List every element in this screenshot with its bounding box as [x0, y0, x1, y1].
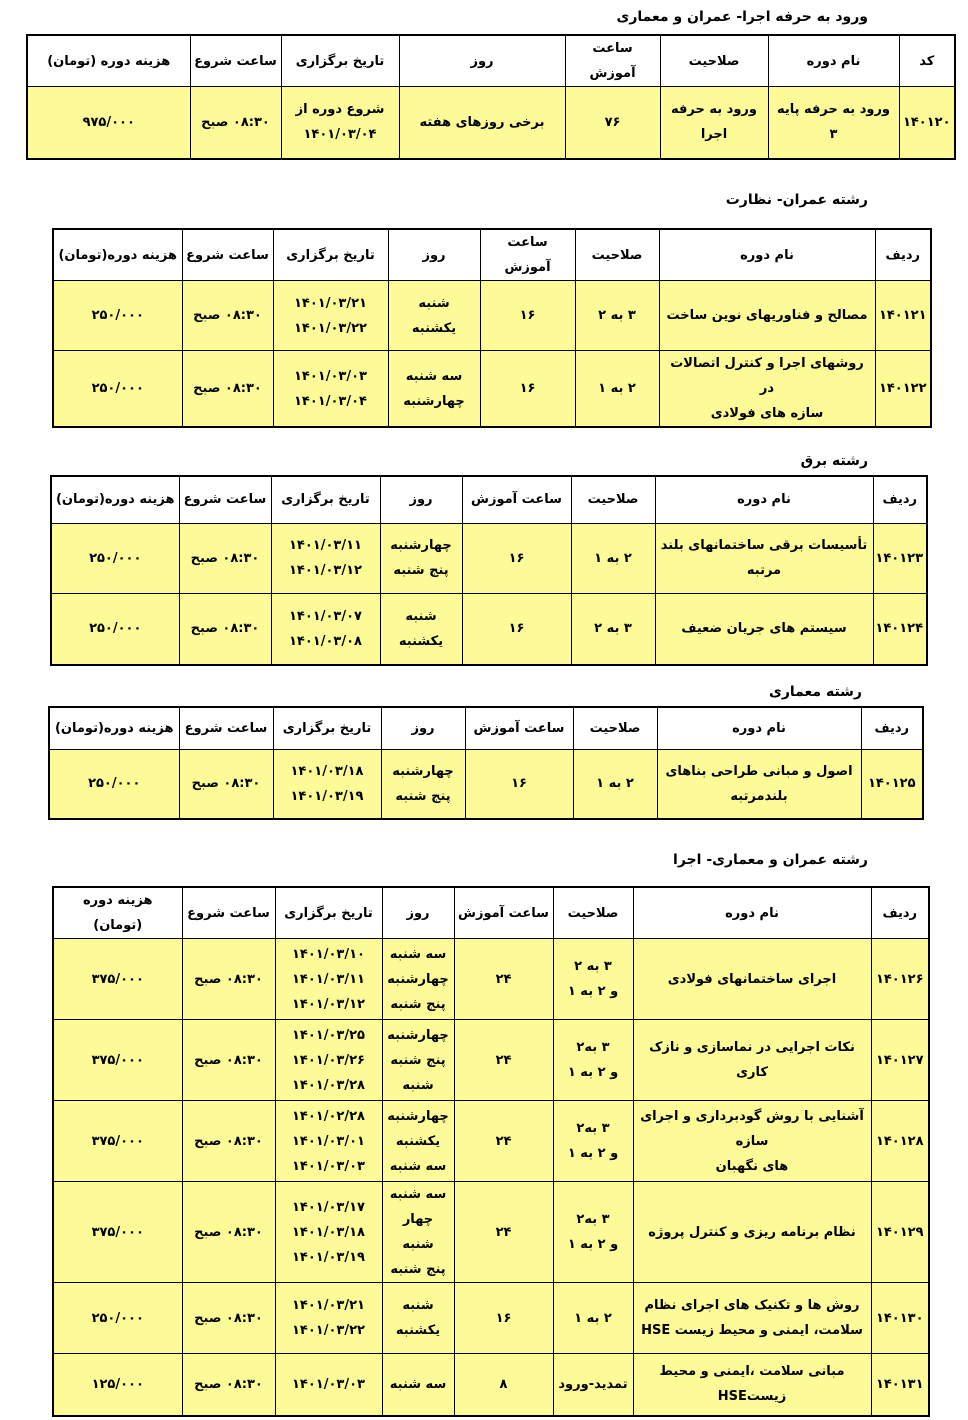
training-hours-line: ۱۶: [519, 308, 536, 323]
course-name-line: روشهای اجرا و کنترل اتصالات در: [670, 356, 864, 396]
section-title-3: رشته برق: [800, 453, 868, 469]
start-time-line: ۰۸:۳۰ صبح: [194, 1224, 263, 1240]
start-time-line: ۰۸:۳۰ صبح: [201, 114, 270, 130]
course-name-cell: [633, 1020, 871, 1101]
section-title-1: ورود به حرفه اجرا- عمران و معماری: [616, 9, 868, 25]
table-header-row: [51, 476, 927, 523]
course-name-cell: [633, 1182, 871, 1283]
header-cell: ساعت شروع: [179, 476, 271, 523]
qualification-line: و ۲ به ۱: [567, 1237, 619, 1252]
course-code-cell: [871, 1354, 929, 1416]
course-name-cell: [659, 281, 875, 351]
qualification-line: ۲ به ۱: [598, 381, 636, 396]
date-cell: [275, 1020, 382, 1101]
fee-cell: [53, 1020, 182, 1101]
table-row: [53, 281, 931, 351]
day-cell: [382, 1182, 454, 1283]
start-time-cell: [182, 1101, 275, 1182]
course-code-cell: [873, 593, 927, 665]
fee-cell: [53, 1354, 182, 1416]
qualification-cell: [573, 749, 657, 819]
header-cell: روز: [381, 707, 465, 749]
fee-cell: [53, 939, 182, 1020]
day-line: پنج شنبه: [393, 563, 449, 578]
qualification-line: ۲ به ۱: [574, 1310, 612, 1326]
table-header-row: [53, 887, 929, 939]
date-line: ۱۴۰۱/۰۳/۲۱: [294, 295, 367, 311]
training-hours-cell: [454, 939, 553, 1020]
qualification-cell: [571, 523, 655, 593]
date-line: ۱۴۰۱/۰۳/۰۳: [292, 1376, 365, 1392]
start-time-line: ۰۸:۳۰ صبح: [194, 1376, 263, 1392]
course-code-line: ۱۴۰۱۲۸: [875, 1133, 924, 1149]
date-line: ۱۴۰۱/۰۳/۲۶: [292, 1052, 365, 1068]
date-line: ۱۴۰۱/۰۲/۲۸: [292, 1108, 365, 1124]
day-line: چهارشنبه: [387, 1027, 449, 1043]
course-table-4: [48, 706, 924, 820]
start-time-line: ۰۸:۳۰ صبح: [194, 1052, 263, 1068]
training-hours-line: ۱۶: [508, 621, 525, 637]
start-time-line: ۰۸:۳۰ صبح: [190, 621, 260, 637]
fee-line: ۳۷۵/۰۰۰: [91, 971, 144, 987]
course-code-line: ۱۴۰۱۲۰: [902, 114, 951, 130]
header-cell: هزینه دوره(تومان): [49, 707, 179, 749]
course-table-1: [26, 34, 956, 160]
training-hours-line: ۷۶: [604, 114, 621, 130]
fee-cell: [51, 593, 179, 665]
qualification-cell: [553, 1101, 633, 1182]
course-name-line: آشنایی با روش گودبرداری و اجرای سازه: [640, 1108, 864, 1149]
header-cell: ساعت آموزش: [462, 476, 571, 523]
course-code-cell: [871, 939, 929, 1020]
start-time-cell: [182, 281, 273, 351]
course-code-line: ۱۴۰۱۲۴: [875, 621, 923, 637]
day-cell: [382, 1354, 454, 1416]
date-cell: [275, 939, 382, 1020]
fee-cell: [53, 281, 182, 351]
date-line: ۱۴۰۱/۰۳/۱۸: [290, 763, 364, 779]
course-name-line: سازه های فولادی: [710, 406, 824, 421]
course-name-line: روش ها و تکنیک های اجرای نظام: [644, 1298, 860, 1313]
table-row: [27, 87, 955, 159]
header-cell: تاریخ برگزاری: [275, 887, 382, 939]
training-hours-line: ۱۶: [511, 776, 527, 792]
date-line: ۱۴۰۱/۰۳/۰۳: [294, 368, 367, 384]
start-time-line: ۰۸:۳۰ صبح: [194, 971, 263, 987]
table-row: [53, 1354, 929, 1416]
training-hours-cell: [565, 87, 660, 159]
fee-cell: [53, 1283, 182, 1354]
day-line: سه شنبه: [389, 1158, 447, 1174]
training-hours-line: ۱۶: [519, 381, 536, 396]
qualification-line: ۳ به۲: [576, 1040, 610, 1055]
day-line: چهارشنبه: [390, 538, 452, 553]
fee-line: ۲۵۰/۰۰۰: [89, 621, 142, 637]
training-hours-line: ۲۴: [495, 1052, 512, 1068]
course-code-line: ۱۴۰۱۲۱: [878, 308, 927, 323]
fee-cell: [49, 749, 179, 819]
date-cell: [281, 87, 399, 159]
day-line: شنبه: [402, 1077, 434, 1093]
header-cell: ساعت شروع: [190, 35, 281, 87]
course-code-cell: [871, 1101, 929, 1182]
table-header-row: [49, 707, 923, 749]
day-cell: [381, 749, 465, 819]
course-name-line: اجرای ساختمانهای فولادی: [667, 971, 837, 987]
training-hours-cell: [480, 281, 575, 351]
date-cell: [275, 1101, 382, 1182]
course-code-cell: [861, 749, 923, 819]
day-line: شنبه: [402, 1298, 434, 1313]
start-time-line: ۰۸:۳۰ صبح: [193, 308, 262, 323]
header-cell: هزینه دوره (تومان): [53, 887, 182, 939]
day-cell: [388, 281, 480, 351]
qualification-line: ۲ به ۱: [596, 776, 634, 792]
start-time-line: ۰۸:۳۰ صبح: [194, 1310, 263, 1326]
course-name-line: مصالح و فناوریهای نوین ساخت: [666, 308, 868, 323]
qualification-line: و ۲ به ۱: [567, 1146, 619, 1161]
qualification-line: ۲ به ۱: [594, 550, 632, 566]
day-cell: [388, 351, 480, 428]
qualification-line: ۳ به ۲: [574, 959, 612, 974]
start-time-line: ۰۸:۳۰ صبح: [190, 550, 260, 566]
start-time-cell: [182, 1354, 275, 1416]
course-name-line: اصول و مبانی طراحی بناهای: [665, 763, 853, 779]
course-name-cell: [633, 1101, 871, 1182]
fee-line: ۲۵۰/۰۰۰: [88, 776, 141, 792]
qualification-line: ۳ به۲: [576, 1121, 610, 1136]
course-name-line: مبانی سلامت ،ایمنی و محیط زیستHSE: [659, 1364, 845, 1405]
header-cell: صلاحیت: [573, 707, 657, 749]
course-code-cell: [871, 1283, 929, 1354]
qualification-line: ۳ به۲: [576, 1212, 610, 1227]
training-hours-cell: [462, 593, 571, 665]
date-line: ۱۴۰۱/۰۳/۱۰: [292, 946, 365, 962]
header-cell: روز: [380, 476, 462, 523]
day-line: سه شنبه: [389, 946, 447, 962]
date-line: ۱۴۰۱/۰۳/۱۲: [289, 563, 362, 578]
date-cell: [275, 1354, 382, 1416]
date-cell: [273, 749, 381, 819]
date-line: ۱۴۰۱/۰۳/۱۷: [292, 1199, 365, 1215]
course-name-line: سلامت، ایمنی و محیط زیست HSE: [641, 1323, 863, 1338]
fee-line: ۳۷۵/۰۰۰: [91, 1133, 144, 1149]
fee-line: ۲۵۰/۰۰۰: [91, 308, 144, 323]
training-hours-line: ۱۶: [495, 1310, 512, 1326]
course-table-2: [52, 228, 932, 428]
start-time-cell: [190, 87, 281, 159]
start-time-line: ۰۸:۳۰ صبح: [191, 776, 261, 792]
qualification-cell: [553, 1283, 633, 1354]
course-name-cell: [633, 939, 871, 1020]
section-title-2: رشته عمران- نظارت: [725, 192, 868, 208]
date-cell: [273, 281, 388, 351]
training-hours-cell: [454, 1101, 553, 1182]
date-line: ۱۴۰۱/۰۳/۰۷: [289, 608, 362, 624]
header-cell: روز: [382, 887, 454, 939]
table-row: [49, 749, 923, 819]
table-row: [51, 593, 927, 665]
qualification-line: و ۲ به ۱: [567, 984, 619, 999]
header-cell: روز: [399, 35, 565, 87]
qualification-line: و ۲ به ۱: [567, 1065, 619, 1080]
start-time-cell: [179, 749, 273, 819]
header-cell: ردیف: [861, 707, 923, 749]
table-row: [53, 1020, 929, 1101]
course-name-line: نکات اجرایی در نماسازی و نازک کاری: [649, 1040, 855, 1080]
day-line: سه شنبه: [389, 1187, 447, 1202]
day-cell: [382, 1101, 454, 1182]
day-line: یکشنبه: [395, 1323, 441, 1338]
header-cell: ساعت آموزش: [454, 887, 553, 939]
day-cell: [382, 939, 454, 1020]
course-name-line: بلندمرتبه: [730, 788, 788, 804]
table-header-row: [27, 35, 955, 87]
course-code-cell: [899, 87, 955, 159]
date-line: ۱۴۰۱/۰۳/۱۸: [292, 1224, 365, 1240]
course-code-line: ۱۴۰۱۲۹: [875, 1224, 924, 1240]
course-name-line: سیستم های جریان ضعیف: [681, 621, 847, 637]
day-line: چهارشنبه: [392, 763, 454, 779]
date-cell: [275, 1283, 382, 1354]
header-cell: ساعت آموزش: [465, 707, 573, 749]
header-cell: صلاحیت: [660, 35, 768, 87]
course-table-5: [52, 886, 930, 1417]
day-line: پنج شنبه: [390, 996, 446, 1012]
start-time-cell: [179, 593, 271, 665]
header-cell: نام دوره: [768, 35, 899, 87]
day-line: چهارشنبه: [387, 1108, 449, 1124]
start-time-cell: [182, 1182, 275, 1283]
header-cell: نام دوره: [633, 887, 871, 939]
section-title-4: رشته معماری: [768, 684, 862, 700]
training-hours-cell: [454, 1020, 553, 1101]
qualification-cell: [553, 1020, 633, 1101]
day-line: یکشنبه: [395, 1133, 441, 1149]
start-time-cell: [182, 351, 273, 428]
day-line: یکشنبه: [398, 633, 444, 649]
course-name-cell: [655, 523, 873, 593]
date-line: ۱۴۰۱/۰۳/۰۳: [292, 1158, 365, 1174]
fee-line: ۳۷۵/۰۰۰: [91, 1052, 144, 1068]
fee-cell: [53, 351, 182, 428]
qualification-cell: [553, 1354, 633, 1416]
header-cell: تاریخ برگزاری: [273, 707, 381, 749]
qualification-line: تمدید-ورود: [558, 1376, 628, 1392]
training-hours-cell: [454, 1354, 553, 1416]
start-time-cell: [182, 1283, 275, 1354]
training-hours-cell: [462, 523, 571, 593]
table-row: [53, 351, 931, 428]
day-line: شنبه: [405, 608, 437, 624]
fee-line: ۲۵۰/۰۰۰: [91, 381, 144, 396]
date-line: ۱۴۰۱/۰۳/۲۸: [292, 1077, 365, 1093]
course-name-cell: [659, 351, 875, 428]
header-cell: تاریخ برگزاری: [281, 35, 399, 87]
start-time-line: ۰۸:۳۰ صبح: [193, 381, 262, 396]
qualification-cell: [575, 281, 659, 351]
fee-line: ۳۷۵/۰۰۰: [91, 1224, 144, 1240]
training-hours-line: ۲۴: [495, 1224, 512, 1240]
date-line: ۱۴۰۱/۰۳/۰۴: [294, 393, 367, 409]
date-line: ۱۴۰۱/۰۳/۰۱: [292, 1133, 365, 1149]
header-cell: روز: [388, 229, 480, 281]
day-line: پنج شنبه: [390, 1262, 446, 1277]
qualification-cell: [571, 593, 655, 665]
header-cell: ردیف: [875, 229, 931, 281]
header-cell: صلاحیت: [575, 229, 659, 281]
header-cell: ساعت آموزش: [565, 35, 660, 87]
date-cell: [275, 1182, 382, 1283]
qualification-cell: [553, 939, 633, 1020]
training-hours-line: ۲۴: [495, 971, 512, 987]
date-cell: [273, 351, 388, 428]
header-cell: هزینه دوره(تومان): [51, 476, 179, 523]
header-cell: صلاحیت: [553, 887, 633, 939]
header-cell: ردیف: [873, 476, 927, 523]
date-line: ۱۴۰۱/۰۳/۰۸: [289, 633, 362, 649]
header-cell: ردیف: [871, 887, 929, 939]
date-line: ۱۴۰۱/۰۳/۰۴: [303, 127, 377, 143]
date-line: شروع دوره از: [295, 102, 385, 118]
course-name-line: نظام برنامه ریزی و کنترل پروژه: [648, 1224, 856, 1240]
day-line: یکشنبه: [411, 320, 457, 336]
qualification-line: ۳ به ۲: [594, 621, 632, 637]
fee-line: ۲۵۰/۰۰۰: [89, 550, 142, 566]
header-cell: ساعت آموزش: [480, 229, 575, 281]
date-cell: [271, 593, 380, 665]
day-line: سه شنبه: [389, 1376, 447, 1392]
course-code-line: ۱۴۰۱۳۱: [875, 1376, 924, 1392]
header-cell: نام دوره: [657, 707, 861, 749]
day-cell: [382, 1283, 454, 1354]
date-line: ۱۴۰۱/۰۳/۲۱: [292, 1298, 365, 1313]
qualification-cell: [553, 1182, 633, 1283]
course-code-line: ۱۴۰۱۲۶: [875, 971, 924, 987]
fee-cell: [27, 87, 190, 159]
course-name-line: تأسیسات برقی ساختمانهای بلند مرتبه: [660, 538, 868, 578]
course-code-line: ۱۴۰۱۲۵: [867, 776, 916, 792]
fee-cell: [51, 523, 179, 593]
course-name-line: های نگهبان: [715, 1158, 789, 1174]
header-cell: هزینه دوره(تومان): [53, 229, 182, 281]
start-time-cell: [182, 939, 275, 1020]
day-cell: [382, 1020, 454, 1101]
table-header-row: [53, 229, 931, 281]
training-hours-cell: [465, 749, 573, 819]
table-row: [53, 1101, 929, 1182]
qualification-line: ورود به حرفه اجرا: [671, 102, 757, 143]
header-cell: تاریخ برگزاری: [271, 476, 380, 523]
date-line: ۱۴۰۱/۰۳/۱۹: [290, 788, 364, 804]
header-cell: نام دوره: [659, 229, 875, 281]
start-time-cell: [179, 523, 271, 593]
course-table-3: [50, 475, 928, 666]
day-cell: [380, 523, 462, 593]
header-cell: کد: [899, 35, 955, 87]
date-line: ۱۴۰۱/۰۳/۱۱: [289, 538, 362, 553]
header-cell: هزینه دوره (تومان): [27, 35, 190, 87]
table-row: [53, 1283, 929, 1354]
course-code-line: ۱۴۰۱۲۲: [878, 381, 927, 396]
date-line: ۱۴۰۱/۰۳/۲۵: [292, 1027, 365, 1043]
course-name-line: ورود به حرفه پایه ۳: [776, 102, 891, 143]
date-line: ۱۴۰۱/۰۳/۱۱: [292, 971, 365, 987]
course-name-cell: [655, 593, 873, 665]
course-code-cell: [873, 523, 927, 593]
fee-line: ۹۷۵/۰۰۰: [82, 114, 135, 130]
course-name-cell: [657, 749, 861, 819]
header-cell: ساعت شروع: [182, 887, 275, 939]
header-cell: صلاحیت: [571, 476, 655, 523]
course-code-cell: [871, 1020, 929, 1101]
fee-line: ۲۵۰/۰۰۰: [91, 1310, 144, 1326]
date-line: ۱۴۰۱/۰۳/۱۲: [292, 996, 365, 1012]
header-cell: نام دوره: [655, 476, 873, 523]
course-name-cell: [768, 87, 899, 159]
day-line: چهار شنبه: [402, 1212, 434, 1252]
header-cell: ساعت شروع: [182, 229, 273, 281]
fee-cell: [53, 1182, 182, 1283]
fee-line: ۱۲۵/۰۰۰: [91, 1376, 144, 1392]
day-line: پنج شنبه: [395, 788, 451, 804]
training-hours-cell: [480, 351, 575, 428]
header-cell: ساعت شروع: [179, 707, 273, 749]
day-line: چهارشنبه: [403, 393, 465, 409]
training-hours-line: ۱۶: [508, 550, 525, 566]
day-cell: [399, 87, 565, 159]
training-hours-line: ۲۴: [495, 1133, 512, 1149]
course-code-line: ۱۴۰۱۲۷: [875, 1052, 924, 1068]
qualification-line: ۳ به ۲: [598, 308, 636, 323]
training-hours-cell: [454, 1182, 553, 1283]
day-cell: [380, 593, 462, 665]
start-time-line: ۰۸:۳۰ صبح: [194, 1133, 263, 1149]
training-hours-line: ۸: [499, 1376, 508, 1392]
table-row: [53, 939, 929, 1020]
qualification-cell: [660, 87, 768, 159]
course-code-line: ۱۴۰۱۲۳: [875, 550, 923, 566]
date-cell: [271, 523, 380, 593]
course-name-cell: [633, 1354, 871, 1416]
section-title-5: رشته عمران و معماری- اجرا: [673, 852, 868, 868]
day-line: برخی روزهای هفته: [419, 114, 545, 130]
start-time-cell: [182, 1020, 275, 1101]
course-name-cell: [633, 1283, 871, 1354]
qualification-cell: [575, 351, 659, 428]
header-cell: تاریخ برگزاری: [273, 229, 388, 281]
day-line: پنج شنبه: [390, 1052, 446, 1068]
date-line: ۱۴۰۱/۰۳/۱۹: [292, 1249, 365, 1265]
training-hours-cell: [454, 1283, 553, 1354]
date-line: ۱۴۰۱/۰۳/۲۲: [294, 320, 367, 336]
day-line: چهارشنبه: [387, 971, 449, 987]
course-code-cell: [875, 281, 931, 351]
table-row: [51, 523, 927, 593]
course-code-line: ۱۴۰۱۳۰: [875, 1310, 924, 1326]
table-row: [53, 1182, 929, 1283]
course-code-cell: [875, 351, 931, 428]
day-line: سه شنبه: [405, 368, 463, 384]
course-code-cell: [871, 1182, 929, 1283]
date-line: ۱۴۰۱/۰۳/۲۲: [292, 1323, 365, 1338]
fee-cell: [53, 1101, 182, 1182]
day-line: شنبه: [418, 295, 450, 311]
